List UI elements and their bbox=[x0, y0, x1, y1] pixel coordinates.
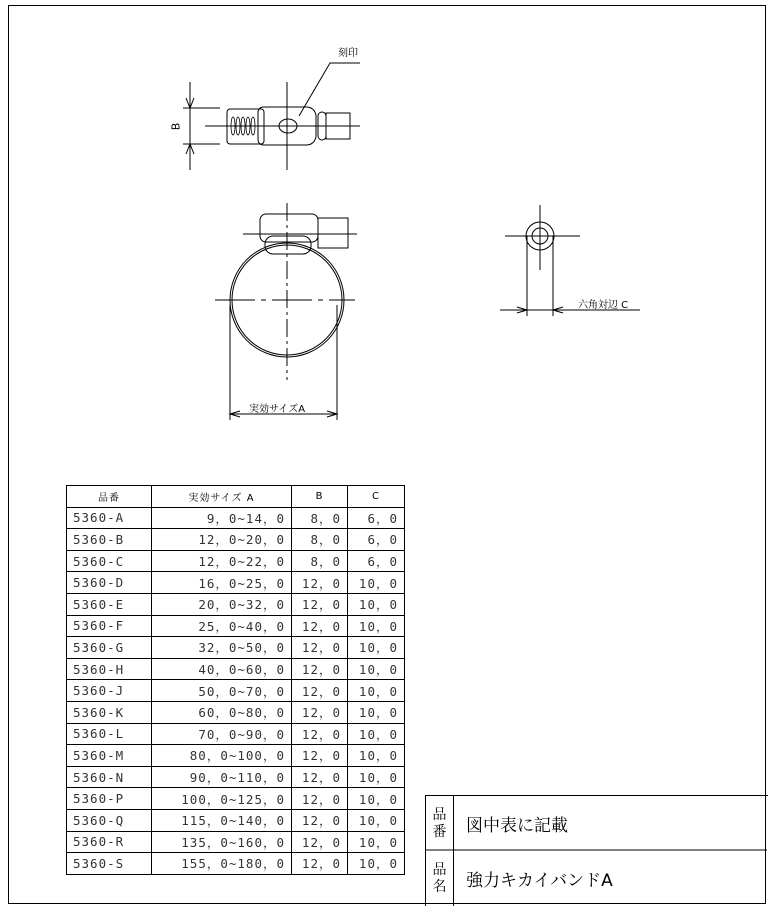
table-row bbox=[67, 680, 405, 702]
cell-b: 12，0 bbox=[292, 853, 348, 875]
table-row bbox=[67, 788, 405, 810]
cell-b: 8，0 bbox=[292, 507, 348, 529]
dimension-b-label: B bbox=[169, 122, 183, 131]
cell-part-no: 5360-R bbox=[67, 831, 152, 853]
key-char: 品 bbox=[432, 806, 447, 823]
cell-c: 6，0 bbox=[348, 529, 405, 551]
cell-effective-size: 40，0~60，0 bbox=[152, 658, 292, 680]
cell-part-no: 5360-G bbox=[67, 637, 152, 659]
cell-c: 10，0 bbox=[348, 680, 405, 702]
cell-effective-size: 32，0~50，0 bbox=[152, 637, 292, 659]
cell-effective-size: 9，0~14，0 bbox=[152, 507, 292, 529]
cell-effective-size: 12，0~20，0 bbox=[152, 529, 292, 551]
table-row bbox=[67, 550, 405, 572]
header-b: B bbox=[292, 486, 348, 508]
front-view bbox=[215, 203, 357, 420]
cell-c: 10，0 bbox=[348, 572, 405, 594]
title-block bbox=[425, 795, 768, 906]
cell-c: 10，0 bbox=[348, 658, 405, 680]
table-row bbox=[67, 701, 405, 723]
cell-b: 12，0 bbox=[292, 701, 348, 723]
cell-effective-size: 16，0~25，0 bbox=[152, 572, 292, 594]
cell-effective-size: 135，0~160，0 bbox=[152, 831, 292, 853]
cell-part-no: 5360-E bbox=[67, 593, 152, 615]
cell-b: 12，0 bbox=[292, 593, 348, 615]
table-row bbox=[67, 809, 405, 831]
header-effective-size: 実効サイズ A bbox=[152, 486, 292, 508]
key-char: 番 bbox=[432, 823, 447, 840]
cell-part-no: 5360-C bbox=[67, 550, 152, 572]
cell-c: 10，0 bbox=[348, 637, 405, 659]
cell-effective-size: 50，0~70，0 bbox=[152, 680, 292, 702]
cell-part-no: 5360-M bbox=[67, 745, 152, 767]
cell-b: 8，0 bbox=[292, 529, 348, 551]
cell-effective-size: 20，0~32，0 bbox=[152, 593, 292, 615]
cell-part-no: 5360-K bbox=[67, 701, 152, 723]
key-char: 名 bbox=[432, 878, 447, 895]
product-name-row bbox=[426, 851, 768, 906]
table-row bbox=[67, 831, 405, 853]
key-char: 品 bbox=[432, 861, 447, 878]
cell-b: 12，0 bbox=[292, 637, 348, 659]
cell-b: 12，0 bbox=[292, 809, 348, 831]
table-row bbox=[67, 658, 405, 680]
cell-effective-size: 115，0~140，0 bbox=[152, 809, 292, 831]
cell-b: 12，0 bbox=[292, 723, 348, 745]
part-number-value: 図中表に記載 bbox=[466, 816, 568, 836]
cell-part-no: 5360-H bbox=[67, 658, 152, 680]
table-row bbox=[67, 529, 405, 551]
table-row bbox=[67, 593, 405, 615]
cell-effective-size: 155，0~180，0 bbox=[152, 853, 292, 875]
cell-effective-size: 60，0~80，0 bbox=[152, 701, 292, 723]
cell-b: 12，0 bbox=[292, 680, 348, 702]
cell-effective-size: 70，0~90，0 bbox=[152, 723, 292, 745]
cell-part-no: 5360-D bbox=[67, 572, 152, 594]
hex-width-label: 六角対辺 C bbox=[578, 300, 629, 311]
engraving-label: 刻印 bbox=[338, 48, 358, 59]
cell-effective-size: 80，0~100，0 bbox=[152, 745, 292, 767]
cell-part-no: 5360-A bbox=[67, 507, 152, 529]
table-row bbox=[67, 766, 405, 788]
cell-c: 10，0 bbox=[348, 766, 405, 788]
table-row bbox=[67, 507, 405, 529]
cell-effective-size: 100，0~125，0 bbox=[152, 788, 292, 810]
cell-part-no: 5360-L bbox=[67, 723, 152, 745]
product-name-value: 強力キカイバンドA bbox=[466, 871, 613, 891]
cell-part-no: 5360-B bbox=[67, 529, 152, 551]
cell-c: 10，0 bbox=[348, 723, 405, 745]
cell-c: 6，0 bbox=[348, 550, 405, 572]
cell-c: 10，0 bbox=[348, 831, 405, 853]
header-part-no: 品番 bbox=[67, 486, 152, 508]
cell-effective-size: 12，0~22，0 bbox=[152, 550, 292, 572]
cell-b: 8，0 bbox=[292, 550, 348, 572]
part-number-row bbox=[426, 796, 768, 851]
table-row bbox=[67, 637, 405, 659]
cell-c: 6，0 bbox=[348, 507, 405, 529]
table-row bbox=[67, 853, 405, 875]
table-row bbox=[67, 615, 405, 637]
top-view bbox=[183, 63, 360, 170]
cell-b: 12，0 bbox=[292, 745, 348, 767]
cell-c: 10，0 bbox=[348, 701, 405, 723]
header-c: C bbox=[348, 486, 405, 508]
table-row bbox=[67, 572, 405, 594]
cell-c: 10，0 bbox=[348, 853, 405, 875]
cell-c: 10，0 bbox=[348, 788, 405, 810]
cell-part-no: 5360-P bbox=[67, 788, 152, 810]
cell-b: 12，0 bbox=[292, 658, 348, 680]
cell-part-no: 5360-Q bbox=[67, 809, 152, 831]
cell-c: 10，0 bbox=[348, 745, 405, 767]
table-row bbox=[67, 745, 405, 767]
cell-b: 12，0 bbox=[292, 615, 348, 637]
cell-b: 12，0 bbox=[292, 831, 348, 853]
effective-size-label: 実効サイズA bbox=[249, 404, 306, 415]
cell-b: 12，0 bbox=[292, 766, 348, 788]
part-number-key bbox=[426, 796, 454, 851]
product-name-key bbox=[426, 851, 454, 906]
cell-effective-size: 90，0~110，0 bbox=[152, 766, 292, 788]
cell-part-no: 5360-J bbox=[67, 680, 152, 702]
cell-c: 10，0 bbox=[348, 593, 405, 615]
cell-effective-size: 25，0~40，0 bbox=[152, 615, 292, 637]
spec-table bbox=[66, 485, 405, 875]
cell-b: 12，0 bbox=[292, 572, 348, 594]
table-row bbox=[67, 723, 405, 745]
cell-part-no: 5360-S bbox=[67, 853, 152, 875]
cell-part-no: 5360-F bbox=[67, 615, 152, 637]
cell-part-no: 5360-N bbox=[67, 766, 152, 788]
cell-c: 10，0 bbox=[348, 809, 405, 831]
cell-b: 12，0 bbox=[292, 788, 348, 810]
cell-c: 10，0 bbox=[348, 615, 405, 637]
